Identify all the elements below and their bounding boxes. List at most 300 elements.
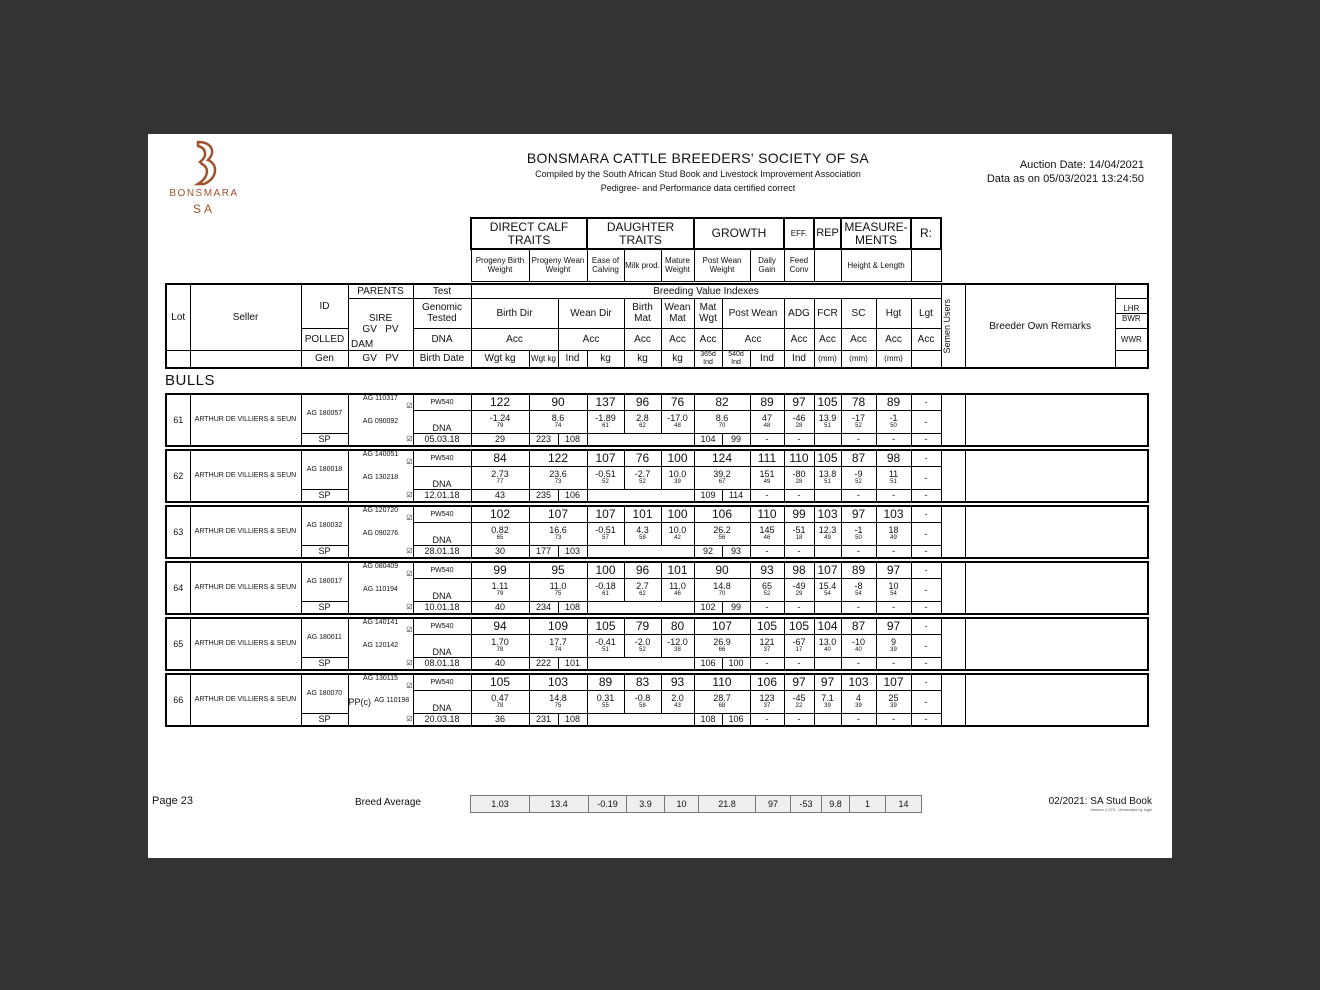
lgt-index: 97 [886, 563, 901, 578]
post-wean-value: 28.7 [713, 692, 731, 703]
gen-code: SP [318, 434, 331, 445]
lgt-acc: 39 [890, 702, 897, 709]
post-wean-acc: 66 [718, 646, 726, 653]
lgt-value: 25 [888, 692, 899, 703]
fcr-value: -46 [792, 412, 806, 423]
birth-weight: 40 [494, 658, 505, 669]
birth-mat-index: 105 [595, 619, 616, 634]
sc-acc: 40 [824, 646, 831, 653]
cat-r: R: [911, 218, 941, 249]
sire-id: AG 110317 [363, 395, 398, 402]
wean-mat-acc: 62 [639, 590, 646, 597]
r-value-1: - [924, 677, 928, 688]
animal-id: AG 180017 [306, 578, 343, 586]
r-value-3: - [924, 490, 928, 501]
sire-id: AG 080409 [362, 563, 399, 570]
birth-dir-acc: 77 [496, 478, 504, 485]
hgt-mm: - [857, 490, 860, 501]
hgt-index: 87 [851, 619, 866, 634]
adg-index: 110 [757, 507, 777, 522]
birth-mat-value: -0.51 [595, 468, 616, 479]
adg-index: 93 [760, 563, 774, 578]
birth-dir-index: 122 [489, 395, 511, 410]
lot-number: 63 [173, 527, 184, 537]
lgt-mm: - [892, 490, 895, 501]
wean-mat-acc: 62 [639, 422, 646, 429]
r-value-2: - [924, 416, 928, 427]
breed-average-row [470, 795, 922, 813]
birth-mat-acc: 57 [602, 534, 609, 541]
birth-dir-value: 0.47 [491, 692, 509, 703]
mat-wgt-value: 11.0 [669, 580, 686, 591]
adg-value: 65 [761, 580, 772, 591]
wean-dir-index: 122 [547, 451, 569, 466]
col-acc-fcr: Acc [814, 328, 841, 350]
fcr-ind: - [797, 602, 801, 613]
d365-index: 108 [700, 714, 716, 725]
col-540d: 540d Ind [722, 350, 750, 368]
hgt-mm: - [857, 602, 860, 613]
r-value-3: - [924, 434, 928, 445]
mat-wgt-value: -17.0 [667, 412, 688, 423]
sire-id: AG 140141 [362, 619, 399, 626]
lot-number: 61 [173, 415, 184, 425]
adg-ind: - [765, 546, 769, 557]
wean-dir-value: 17.7 [549, 636, 567, 647]
d540-index: 99 [730, 434, 741, 445]
post-wean-index: 90 [715, 563, 729, 578]
col-kg-wmat: kg [624, 350, 661, 368]
gen-code: SP [318, 546, 331, 557]
col-birth-mat: Birth Mat [624, 298, 661, 328]
birth-date: 10.01.18 [424, 602, 460, 613]
birth-date: 20.03.18 [424, 714, 460, 725]
birth-mat-value: -0.18 [595, 580, 616, 591]
lgt-index: 89 [886, 395, 901, 410]
trait-daily-gain: Daily Gain [750, 249, 784, 281]
gen-code: SP [318, 490, 331, 501]
avg-birth-dir: 1.03 [471, 796, 530, 813]
post-wean-index: 82 [715, 395, 729, 410]
d365-index: 102 [700, 602, 716, 613]
avg-adg: 97 [756, 796, 791, 813]
birth-mat-acc: 61 [602, 590, 609, 597]
seller-name: ARTHUR DE VILLIERS & SEUN [194, 696, 297, 703]
wean-mat-value: -2.7 [634, 468, 651, 479]
bonsmara-logo-icon [164, 138, 244, 188]
dam-id: AG 110198 [374, 696, 410, 704]
wean-mat-index: 83 [635, 675, 650, 690]
animal-id: AG 180070 [306, 690, 343, 698]
birth-dir-value: 1.11 [491, 580, 509, 591]
avg-lgt: 14 [886, 796, 922, 813]
wean-dir-value: 14.8 [549, 692, 567, 703]
column-header [165, 283, 1149, 369]
birth-dir-acc: 79 [496, 422, 504, 429]
birth-mat-index: 137 [595, 395, 616, 410]
seller-name: ARTHUR DE VILLIERS & SEUN [194, 640, 297, 647]
sire-id: AG 130115 [363, 675, 398, 682]
r-value-3: - [924, 546, 928, 557]
lgt-value: -1 [889, 412, 898, 423]
hgt-index: 89 [851, 563, 866, 578]
wean-dir-acc: 75 [554, 702, 562, 709]
col-dam-gv: GV [362, 353, 377, 365]
subtitle-certified: Pedigree- and Performance data certified correct [600, 183, 796, 193]
avg-wean-mat: 3.9 [627, 796, 665, 813]
wean-index: 101 [564, 658, 581, 669]
page-title: BONSMARA CATTLE BREEDERS' SOCIETY OF SA [526, 150, 870, 166]
sc-index: 103 [817, 507, 838, 522]
trait-post-wean: Post Wean Weight [694, 249, 750, 281]
lgt-acc: 39 [890, 646, 897, 653]
mat-wgt-acc: 42 [674, 534, 681, 541]
adg-acc: 46 [763, 534, 771, 541]
wean-dir-index: 90 [551, 395, 565, 410]
lot-block: 65 ARTHUR DE VILLIERS & SEUN AG 180011 AG 140141 ☑ PW540 94 109 105 79 80 107 105 105 104 87 97 - AG 120142 DNA 1.70 78 17.7 74 -0.41 51 -2.0 52 -12.0 38 26.9 66 121 37 -67 17 13.0 40 -10 40 9 39 - SP ☑ 08.01.18 40 222 101 106 100 - - - - - [165, 617, 1149, 671]
sc-index: 105 [817, 451, 838, 466]
fcr-ind: - [797, 546, 801, 557]
seller-name: ARTHUR DE VILLIERS & SEUN [194, 416, 297, 423]
col-sire: SIRE [368, 313, 393, 324]
col-birth-date: Birth Date [413, 350, 471, 368]
gen-code: SP [318, 714, 331, 725]
r-value-3: - [924, 714, 928, 725]
birth-mat-index: 107 [595, 507, 616, 522]
post-wean-value: 8.6 [715, 412, 729, 423]
test-code: PW540 [430, 622, 454, 630]
col-semen-users: Semen Users [941, 298, 952, 354]
adg-acc: 52 [763, 590, 771, 597]
subtitle-compiled: Compiled by the South African Stud Book and Livestock Improvement Association [535, 169, 861, 179]
adg-ind: - [765, 602, 769, 613]
sire-id: AG 120720 [362, 507, 399, 514]
fcr-ind: - [797, 658, 801, 669]
col-acc-bmat: Acc [624, 328, 661, 350]
birth-mat-index: 107 [595, 451, 616, 466]
auction-info [987, 158, 1144, 186]
hgt-index: 103 [848, 675, 869, 690]
hgt-mm: - [857, 546, 860, 557]
col-dam: DAM [351, 339, 374, 350]
wean-dir-acc: 75 [554, 590, 562, 597]
post-wean-value: 26.9 [713, 636, 731, 647]
adg-index: 105 [756, 619, 778, 634]
wean-dir-acc: 73 [554, 534, 562, 541]
dna-flag: DNA [432, 646, 452, 657]
hgt-value: -17 [851, 412, 865, 423]
r-value-2: - [924, 696, 928, 707]
hgt-acc: 52 [855, 422, 862, 429]
col-test: Test [413, 284, 471, 298]
studbook-label: 02/2021: SA Stud Book [1048, 796, 1152, 807]
r-value-1: - [924, 397, 928, 408]
d365-index: 92 [702, 546, 713, 557]
sc-acc: 39 [824, 702, 831, 709]
fcr-acc: 28 [795, 422, 803, 429]
fcr-ind: - [797, 490, 801, 501]
col-lgt: Lgt [911, 298, 941, 328]
hgt-value: -1 [854, 524, 863, 535]
lgt-value: 11 [888, 468, 899, 479]
wean-dir-acc: 73 [554, 478, 562, 485]
d540-index: 93 [730, 546, 741, 557]
avg-post-wean: 21.8 [699, 796, 756, 813]
wean-dir-acc: 74 [554, 646, 562, 653]
test-code: PW540 [430, 398, 454, 406]
wean-index: 106 [564, 490, 581, 501]
wean-mat-acc: 52 [639, 478, 646, 485]
trait-milk-prod: Milk prod. [624, 249, 661, 281]
col-lhr-bwr [1115, 298, 1148, 328]
adg-value: 145 [759, 524, 775, 535]
adg-ind: - [765, 434, 769, 445]
animal-id: AG 180032 [306, 522, 343, 530]
sire-note: PP(c) [348, 696, 371, 707]
hgt-index: 97 [851, 507, 866, 522]
lot-number: 65 [173, 639, 184, 649]
r-value-2: - [924, 640, 928, 651]
fcr-value: -51 [792, 524, 806, 535]
fcr-acc: 28 [795, 478, 803, 485]
post-wean-acc: 70 [718, 422, 726, 429]
col-post-wean: Post Wean [722, 298, 784, 328]
col-acc-sc: Acc [841, 328, 876, 350]
d540-index: 99 [730, 602, 741, 613]
post-wean-value: 14.8 [713, 580, 731, 591]
wean-mat-value: 2.7 [636, 580, 649, 591]
lgt-index: 103 [883, 507, 904, 522]
birth-weight: 29 [494, 434, 505, 445]
col-acc-wean: Acc [558, 328, 624, 350]
r-value-1: - [924, 565, 928, 576]
col-ind-adg: Ind [750, 350, 784, 368]
lgt-index: 98 [886, 451, 901, 466]
wean-mat-value: 2.8 [636, 412, 649, 423]
lot-block: 62 ARTHUR DE VILLIERS & SEUN AG 180018 AG 140051 ☑ PW540 84 122 107 76 100 124 111 110 105 87 98 - AG 130218 DNA 2.73 77 23.6 73 -0.51 52 -2.7 52 10.0 39 39.2 67 151 49 -80 28 13.8 51 -9 52 11 51 - SP ☑ 12.01.18 43 235 106 109 114 - - - - - [165, 449, 1149, 503]
hgt-mm: - [857, 714, 860, 725]
r-value-3: - [924, 602, 928, 613]
col-acc-wmat: Acc [661, 328, 694, 350]
trait-mature-weight: Mature Weight [661, 249, 694, 281]
wean-mat-acc: 58 [639, 702, 646, 709]
version-label: Version 1.075 - Generated by logix [1090, 807, 1152, 812]
col-wgt-kg: Wgt kg [471, 350, 529, 368]
birth-dir-index: 99 [493, 563, 507, 578]
fcr-acc: 18 [795, 534, 803, 541]
col-acc-hgt: Acc [876, 328, 911, 350]
adg-acc: 48 [763, 422, 771, 429]
wean-weight: 234 [535, 602, 552, 613]
avg-sc: 9.8 [822, 796, 850, 813]
trait-category-header [470, 217, 942, 282]
col-dna: DNA [413, 328, 471, 350]
logo-sa: SA [192, 202, 215, 216]
d365-index: 109 [700, 490, 716, 501]
wean-dir-index: 109 [547, 619, 569, 634]
logo-wordmark: BONSMARA [169, 188, 239, 199]
fcr-index: 110 [789, 451, 809, 466]
dam-id: AG 090092 [362, 418, 399, 425]
post-wean-value: 26.2 [713, 524, 731, 535]
wean-mat-value: 4.3 [636, 524, 649, 535]
dna-flag: DNA [432, 534, 452, 545]
col-365d: 365d Ind [694, 350, 722, 368]
lot-number: 64 [173, 583, 184, 593]
mat-wgt-acc: 43 [674, 702, 681, 709]
wean-weight: 223 [535, 434, 552, 445]
cat-growth: GROWTH [694, 218, 784, 249]
col-hgt: Hgt [876, 298, 911, 328]
adg-acc: 37 [763, 702, 771, 709]
lgt-acc: 50 [890, 422, 897, 429]
studbook-footer [1049, 796, 1152, 812]
lot-number: 66 [173, 695, 184, 705]
test-code: PW540 [430, 510, 454, 518]
lot-number: 62 [173, 471, 184, 481]
d540-index: 114 [728, 490, 744, 501]
lgt-mm: - [892, 714, 895, 725]
lgt-mm: - [892, 658, 895, 669]
birth-mat-index: 89 [598, 675, 613, 690]
fcr-value: -80 [792, 468, 806, 479]
bonsmara-logo [164, 138, 244, 216]
avg-mat-wgt: 10 [665, 796, 699, 813]
fcr-acc: 22 [795, 702, 803, 709]
cat-measurements: MEASURE-MENTS [841, 218, 911, 249]
birth-dir-index: 84 [493, 451, 507, 466]
d365-index: 104 [700, 434, 716, 445]
d365-index: 106 [700, 658, 716, 669]
test-code: PW540 [430, 678, 454, 686]
col-acc-matwgt: Acc [694, 328, 722, 350]
hgt-mm: - [857, 658, 860, 669]
birth-mat-acc: 61 [602, 422, 609, 429]
fcr-value: -67 [792, 636, 806, 647]
col-wwr: WWR [1115, 328, 1148, 350]
birth-dir-value: -1.24 [489, 412, 511, 423]
wean-dir-acc: 74 [554, 422, 562, 429]
birth-mat-value: -1.89 [595, 412, 616, 423]
hgt-acc: 54 [855, 590, 862, 597]
avg-birth-mat: -0.19 [589, 796, 627, 813]
col-mm-lgt: (mm) [876, 350, 911, 368]
adg-value: 123 [759, 692, 775, 703]
post-wean-acc: 70 [718, 590, 726, 597]
wean-dir-value: 8.6 [551, 412, 565, 423]
wean-dir-index: 103 [547, 675, 569, 690]
gen-code: SP [318, 602, 331, 613]
wean-index: 108 [564, 714, 581, 725]
trait-ease-calving: Ease of Calving [587, 249, 624, 281]
mat-wgt-index: 80 [670, 619, 685, 634]
wean-dir-value: 16.6 [549, 524, 567, 535]
fcr-index: 99 [792, 507, 806, 522]
hgt-acc: 52 [855, 478, 862, 485]
mat-wgt-index: 101 [667, 563, 688, 578]
mat-wgt-acc: 39 [674, 478, 681, 485]
lgt-mm: - [892, 546, 895, 557]
mat-wgt-acc: 38 [674, 646, 681, 653]
fcr-index: 97 [792, 395, 806, 410]
lgt-value: 18 [888, 524, 899, 535]
d540-index: 100 [728, 658, 744, 669]
mat-wgt-acc: 48 [674, 422, 681, 429]
wean-mat-value: -0.8 [634, 692, 651, 703]
post-wean-acc: 67 [718, 478, 726, 485]
wean-weight: 235 [535, 490, 552, 501]
birth-dir-index: 102 [489, 507, 511, 522]
dam-id: AG 130218 [362, 474, 399, 481]
dna-flag: DNA [432, 702, 452, 713]
hgt-value: -10 [851, 636, 865, 647]
sc-index: 105 [817, 395, 838, 410]
birth-mat-value: -0.51 [595, 524, 616, 535]
sc-acc: 49 [824, 534, 831, 541]
col-acc-birth: Acc [471, 328, 558, 350]
mat-wgt-index: 76 [670, 395, 685, 410]
cat-direct-calf: DIRECT CALF TRAITS [471, 218, 587, 249]
sc-value: 13.8 [818, 468, 837, 479]
fcr-index: 105 [788, 619, 810, 634]
wean-mat-value: -2.0 [634, 636, 651, 647]
lot-block: 66 ARTHUR DE VILLIERS & SEUN AG 180070 AG 130115 ☑ PW540 105 103 89 83 93 110 106 97 97 103 107 - PP(c) AG 110198 DNA 0.47 78 14.8 75 0.31 55 -0.8 58 2.0 43 28.7 68 123 37 -45 22 7.1 39 4 39 25 39 - SP ☑ 20.03.18 36 231 108 108 106 - - - - - [165, 673, 1149, 727]
r-value-1: - [924, 621, 928, 632]
adg-index: 89 [760, 395, 774, 410]
page-number: Page 23 [152, 795, 193, 807]
col-ind-wean: Ind [558, 350, 587, 368]
lgt-index: 97 [886, 619, 901, 634]
birth-dir-value: 2.73 [491, 468, 509, 479]
birth-date: 12.01.18 [424, 490, 460, 501]
birth-date: 08.01.18 [424, 658, 460, 669]
sc-value: 7.1 [821, 692, 834, 703]
post-wean-value: 39.2 [713, 468, 731, 479]
catalog-page [148, 134, 1172, 858]
animal-id: AG 180057 [306, 410, 343, 418]
wean-mat-acc: 58 [639, 534, 646, 541]
r-value-1: - [924, 509, 928, 520]
d540-index: 106 [728, 714, 744, 725]
lgt-mm: - [892, 434, 895, 445]
birth-dir-acc: 78 [496, 646, 504, 653]
col-acc-postwean: Acc [722, 328, 784, 350]
hgt-mm: - [857, 434, 860, 445]
r-value-2: - [924, 528, 928, 539]
mat-wgt-index: 100 [667, 451, 688, 466]
col-bvi: Breeding Value Indexes [471, 284, 941, 298]
col-remarks: Breeder Own Remarks [965, 284, 1115, 368]
mat-wgt-index: 100 [667, 507, 688, 522]
dna-flag: DNA [432, 422, 452, 433]
adg-value: 121 [759, 636, 775, 647]
col-kg-bmat: kg [587, 350, 624, 368]
wean-mat-acc: 52 [639, 646, 646, 653]
avg-fcr: -53 [791, 796, 822, 813]
sc-index: 97 [820, 675, 835, 690]
col-pv: PV [385, 324, 399, 335]
birth-weight: 40 [494, 602, 505, 613]
col-wgt-kg-wean: Wgt kg [529, 350, 558, 368]
r-value-2: - [924, 472, 928, 483]
lot-block: 61 ARTHUR DE VILLIERS & SEUN AG 180057 AG 110317 ☑ PW540 122 90 137 96 76 82 89 97 105 78 89 - AG 090092 DNA -1.24 79 8.6 74 -1.89 61 2.8 62 -17.0 48 8.6 70 47 48 -46 28 13.9 51 -17 52 -1 50 - SP ☑ 05.03.18 29 223 108 104 99 - - - - - [165, 393, 1149, 447]
col-genomic: Genomic Tested [413, 298, 471, 328]
sc-index: 107 [817, 563, 838, 578]
hgt-value: -9 [854, 468, 863, 479]
birth-dir-index: 105 [489, 675, 511, 690]
birth-dir-value: 1.70 [491, 636, 509, 647]
auction-date: Auction Date: 14/04/2021 [1019, 159, 1144, 171]
